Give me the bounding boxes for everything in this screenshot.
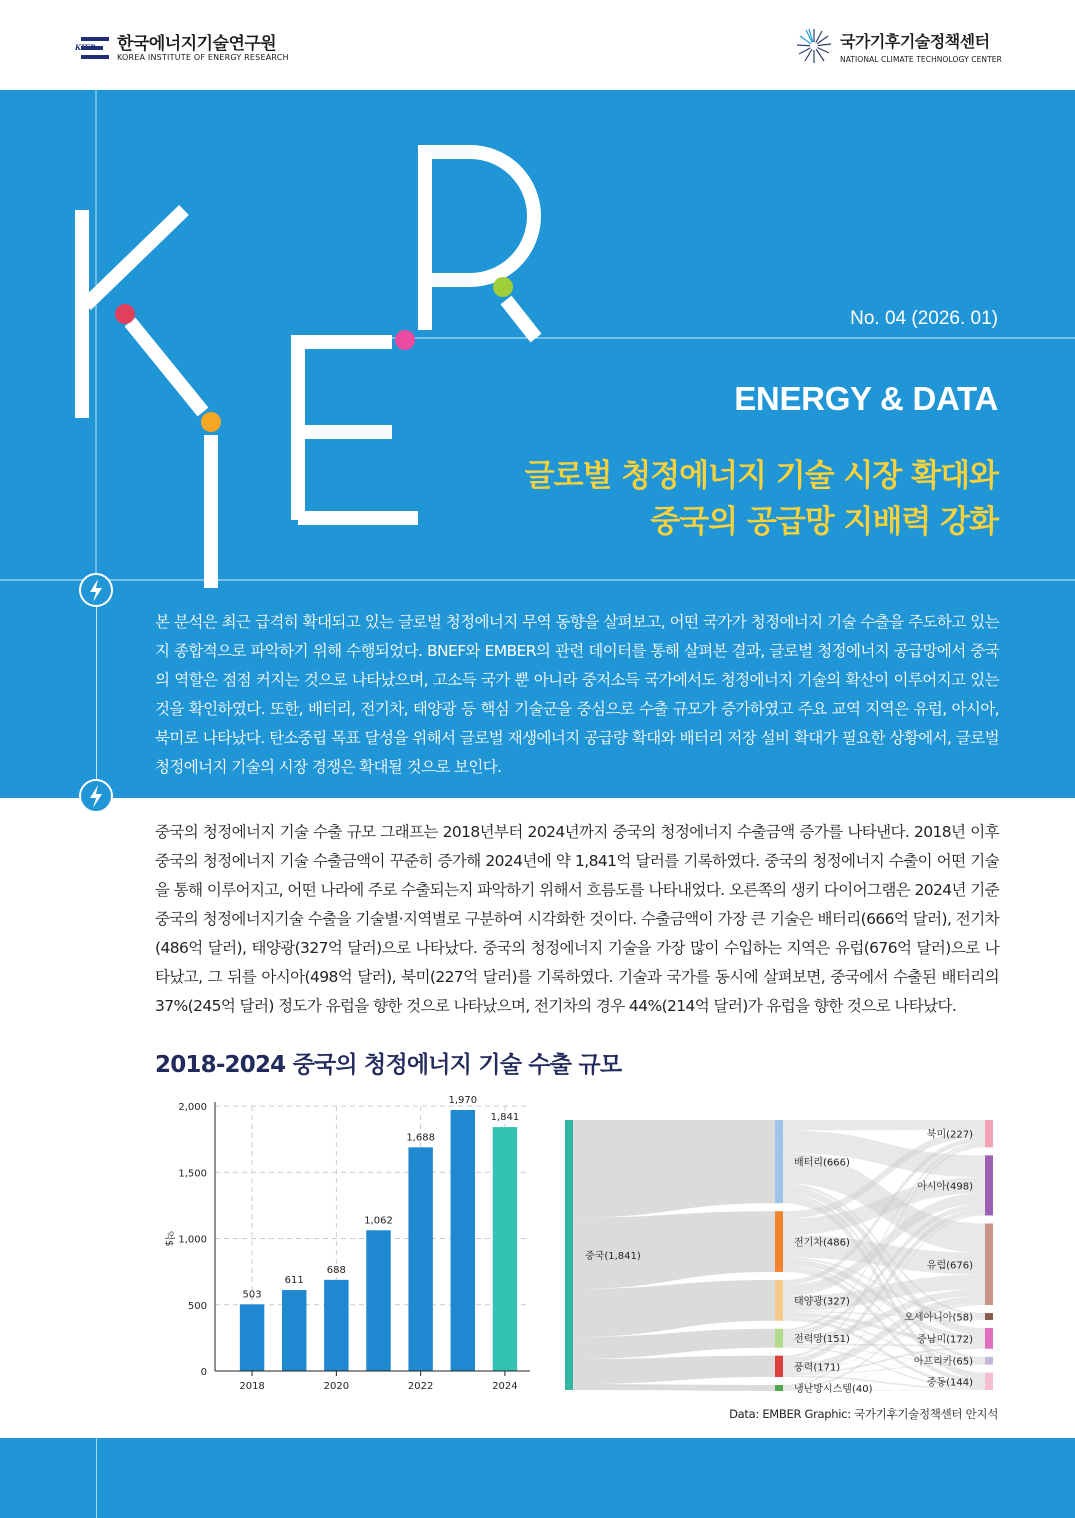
x-tick-label: 2024 <box>492 1381 518 1392</box>
sankey-label-tech: 풍력(171) <box>794 1362 841 1374</box>
sankey-label-region: 중남미(172) <box>917 1334 973 1346</box>
divider <box>113 797 1075 798</box>
kier-logo <box>75 34 289 62</box>
bar-value-label: 688 <box>326 1264 346 1276</box>
sankey-node-tech <box>775 1120 783 1203</box>
x-tick-label: 2018 <box>239 1381 265 1392</box>
chart-title: 2018-2024 중국의 청정에너지 기술 수출 규모 <box>155 1052 622 1078</box>
nctc-name-ko: 국가기후기술정책센터 <box>840 31 990 51</box>
y-tick-label: 500 <box>187 1300 207 1312</box>
section-title: ENERGY & DATA <box>734 380 998 417</box>
export-bar-chart <box>150 1088 550 1418</box>
y-tick-label: 1,000 <box>178 1234 207 1246</box>
sankey-flow-source-tech <box>573 1280 775 1337</box>
sankey-node-region <box>985 1373 993 1390</box>
page-header <box>0 0 1075 90</box>
summary-text: 본 분석은 최근 급격히 확대되고 있는 글로벌 청정에너지 무역 동향을 살펴보고, 어떤 국가가 청정에너지 기술 수출을 주도하고 있는지 종합적으로 파악하기 위해 수행되었다. BNEF와 EMBER의 관련 데이터를 통해 살펴본 결과, 글로벌 청정에너지 공급망에서 중국의 역할은 점점 커지는 것으로 나타났으며, 고소득 국가 뿐 아니라 중저소득 국가에서도 청정에너지 기술의 확산이 이루어지고 있는 것을 확인하였다. 또한, 배터리, 전기차, 태양광 등 핵심 기술군을 중심으로 수출 규모가 증가하였고 주요 교역 지역은 유럽, 아시아, 북미로 나타났다. 탄소중립 목표 달성을 위해서 글로벌 재생에너지 공급량 확대와 배터리 저장 설비 확대가 필요한 상황에서, 글로벌 청정에너지 기술의 시장 경쟁은 확대될 것으로 보인다. <box>155 613 999 776</box>
y-tick-label: 0 <box>200 1367 207 1378</box>
sankey-label-region: 아시아(498) <box>917 1181 973 1193</box>
lightning-icon <box>79 779 113 813</box>
page-footer <box>0 1438 1075 1518</box>
report-title-line2: 중국의 공급망 지배력 강화 <box>650 504 998 540</box>
sankey-label-region: 아프리카(65) <box>913 1356 973 1368</box>
kier-logo-mark: KIER <box>75 34 111 62</box>
sankey-flow-source-tech <box>573 1384 775 1391</box>
sankey-label-tech: 냉난방시스템(40) <box>794 1384 873 1396</box>
kier-name-en: KOREA INSTITUTE OF ENERGY RESEARCH <box>117 52 289 62</box>
sankey-node-region <box>985 1357 993 1365</box>
bar-2019 <box>282 1290 306 1371</box>
bar-value-label: 1,062 <box>364 1215 393 1227</box>
red-dot <box>115 304 135 324</box>
orange-dot <box>201 412 221 432</box>
bar-value-label: 611 <box>284 1275 304 1287</box>
y-tick-label: 2,000 <box>178 1102 207 1113</box>
divider <box>96 1438 97 1518</box>
bar-2020 <box>324 1280 348 1371</box>
y-tick-label: 1,500 <box>178 1168 207 1180</box>
sankey-node-region <box>985 1223 993 1305</box>
sankey-label-tech: 태양광(327) <box>794 1296 850 1308</box>
bar-2021 <box>366 1230 390 1371</box>
sankey-label-region: 유럽(676) <box>926 1260 973 1272</box>
sankey-label-source: 중국(1,841) <box>585 1251 641 1262</box>
bar-value-label: 503 <box>242 1289 262 1301</box>
sankey-node-region <box>985 1120 993 1147</box>
sunburst-icon <box>796 28 832 64</box>
summary-band <box>0 600 1075 798</box>
bar-2022 <box>408 1147 432 1371</box>
sankey-label-tech: 배터리(666) <box>794 1157 850 1169</box>
pink-dot <box>395 330 415 350</box>
page-number: 1 <box>533 1426 542 1442</box>
sankey-node-tech <box>775 1356 783 1377</box>
sankey-node-region <box>985 1155 993 1215</box>
sankey-label-tech: 전기차(486) <box>794 1237 850 1249</box>
y-axis-label: 억$ <box>163 1230 174 1247</box>
nctc-name-en: NATIONAL CLIMATE TECHNOLOGY CENTER <box>840 54 1002 64</box>
sankey-node-source <box>565 1120 573 1390</box>
kier-name-ko: 한국에너지기술연구원 <box>117 33 277 54</box>
chart-source: Data: EMBER Graphic: 국가기후기술정책센터 안지석 <box>729 1407 998 1421</box>
sankey-flow-source-tech <box>573 1356 775 1384</box>
bar-2023 <box>451 1110 475 1371</box>
report-title-line1: 글로벌 청정에너지 기술 시장 확대와 <box>524 458 998 494</box>
sankey-label-region: 중동(144) <box>926 1377 973 1389</box>
body-paragraph: 중국의 청정에너지 기술 수출 규모 그래프는 2018년부터 2024년까지 중국의 청정에너지 수출금액 증가를 나타낸다. 2018년 이후 중국의 청정에너지 기술 수출금액이 꾸준히 증가해 2024년에 약 1,841억 달러를 기록하였다. 중국의 청정에너지 수출이 어떤 기술을 통해 이루어지고, 어떤 나라에 주로 수출되는지 파악하기 위해서 흐름도를 나타내었다. 오른쪽의 생키 다이어그램은 2024년 기준 중국의 청정에너지기술 수출을 기술별·지역별로 구분하여 시각화한 것이다. 수출금액이 가장 큰 기술은 배터리(666억 달러), 전기차(486억 달러), 태양광(327억 달러)으로 나타났다. 중국의 청정에너지 기술을 가장 많이 수입하는 지역은 유럽(676억 달러)으로 나타났고, 그 뒤를 아시아(498억 달러), 북미(227억 달러)를 기록하였다. 기술과 국가를 동시에 살펴보면, 중국에서 수출된 배터리의 37%(245억 달러) 정도가 유럽을 향한 것으로 나타났으며, 전기차의 경우 44%(214억 달러)가 유럽을 향한 것으로 나타났다. <box>155 823 999 1015</box>
x-tick-label: 2020 <box>323 1381 350 1392</box>
export-sankey-diagram <box>555 1108 1005 1398</box>
divider <box>96 600 97 798</box>
nctc-logo <box>796 28 1002 64</box>
green-dot <box>493 277 513 297</box>
bar-2024 <box>493 1127 517 1371</box>
x-tick-label: 2022 <box>407 1381 434 1392</box>
sankey-label-region: 북미(227) <box>926 1129 973 1141</box>
sankey-node-tech <box>775 1280 783 1321</box>
bar-value-label: 1,688 <box>406 1132 435 1144</box>
bar-2018 <box>240 1304 264 1371</box>
sankey-node-tech <box>775 1329 783 1348</box>
bar-value-label: 1,970 <box>448 1094 478 1106</box>
sankey-label-region: 오세아니아(58) <box>904 1312 973 1324</box>
issue-number: No. 04 (2026. 01) <box>850 308 998 329</box>
sankey-flow-source-tech <box>573 1120 775 1218</box>
sankey-label-tech: 전력망(151) <box>794 1334 850 1346</box>
sankey-node-tech <box>775 1211 783 1272</box>
sankey-node-tech <box>775 1385 783 1391</box>
cover-hero <box>0 90 1075 600</box>
report-title <box>525 453 998 545</box>
bar-value-label: 1,841 <box>490 1112 520 1124</box>
sankey-node-region <box>985 1313 993 1320</box>
sankey-node-region <box>985 1328 993 1349</box>
lightning-icon <box>79 573 113 607</box>
